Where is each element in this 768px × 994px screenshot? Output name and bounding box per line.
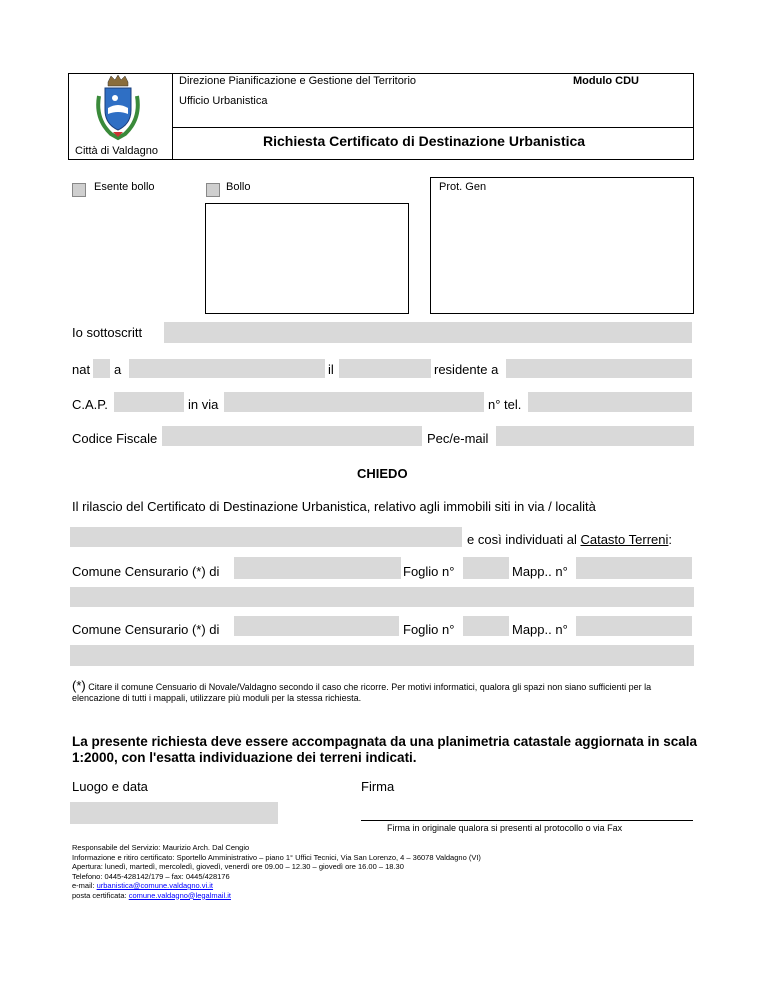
footer-info: Informazione e ritiro certificato: Sportello Amministrativo – piano 1° Uffici Tecnici, Via San Lorenzo, 4 – 36078 Valdagno (VI): [72, 852, 481, 862]
location-field[interactable]: [70, 527, 462, 547]
exempt-stamp-label: Esente bollo: [94, 181, 155, 193]
comune-label-1: Comune Censurario (*) di: [72, 564, 220, 579]
signature-line[interactable]: [361, 820, 693, 821]
identified-label: e così individuati al Catasto Terreni:: [467, 532, 673, 547]
catasto-link: Catasto Terreni: [580, 532, 669, 547]
birthplace-label: a: [114, 362, 122, 377]
city-label: Città di Valdagno: [75, 145, 158, 157]
page-title: Richiesta Certificato di Destinazione Urbanistica: [263, 133, 586, 149]
request-text: Il rilascio del Certificato di Destinazione Urbanistica, relativo agli immobili siti in via / località: [72, 499, 596, 514]
comune-field-2[interactable]: [234, 616, 399, 636]
stamp-label: Bollo: [226, 181, 251, 193]
resident-field[interactable]: [506, 359, 692, 378]
signer-field[interactable]: [164, 322, 692, 343]
header-divider-horizontal: [172, 127, 694, 128]
gender-suffix-field[interactable]: [93, 359, 110, 378]
cap-label: C.A.P.: [72, 397, 108, 412]
footer-phone: Telefono: 0445-428142/179 – fax: 0445/428176: [72, 871, 230, 881]
footnote-text: Citare il comune Censuario di Novale/Valdagno secondo il caso che ricorre. Per motivi informatici, qualora gli spazi non siano sufficienti per la elencazione di tutti i mappali, utilizzare più moduli per la stessa richiesta.: [72, 682, 652, 703]
foglio-label-1: Foglio n°: [403, 564, 455, 579]
street-label: in via: [188, 397, 219, 412]
foglio-field-2[interactable]: [463, 616, 509, 636]
cap-field[interactable]: [114, 392, 184, 412]
mapp-field-2[interactable]: [576, 616, 692, 636]
tax-code-label: Codice Fiscale: [72, 431, 158, 446]
module-label: Modulo CDU: [573, 75, 639, 87]
notice-text: La presente richiesta deve essere accompagnata da una planimetria catastale aggiornata in scala 1:2000, con l'esatta individuazione dei terreni indicati.: [72, 734, 698, 765]
direction-label: Direzione Pianificazione e Gestione del Territorio: [179, 75, 417, 87]
mapp-extra-field-2[interactable]: [70, 645, 694, 666]
foglio-field-1[interactable]: [463, 557, 509, 579]
tax-code-field[interactable]: [162, 426, 422, 446]
office-label: Ufficio Urbanistica: [179, 95, 268, 107]
place-date-label: Luogo e data: [72, 779, 148, 794]
comune-field-1[interactable]: [234, 557, 401, 579]
mapp-extra-field-1[interactable]: [70, 587, 694, 607]
email-link[interactable]: urbanistica@comune.valdagno.vi.it: [96, 881, 214, 890]
signature-label: Firma: [361, 779, 395, 794]
birthdate-field[interactable]: [339, 359, 431, 378]
pec-label: Pec/e-mail: [427, 431, 489, 446]
pec-link[interactable]: comune.valdagno@legalmail.it: [128, 890, 231, 900]
footer: [72, 843, 481, 900]
request-heading: CHIEDO: [357, 466, 408, 481]
footnote-mark: (*): [72, 678, 86, 693]
footer-hours: Apertura: lunedì, martedì, mercoledì, giovedì, venerdì ore 09.00 – 12.30 – giovedì ore 16.00 – 18.30: [72, 862, 404, 871]
signer-label: Io sottoscritt: [72, 325, 143, 340]
footnote: [72, 680, 696, 704]
mapp-label-2: Mapp.. n°: [512, 622, 568, 637]
exempt-stamp-checkbox[interactable]: [72, 183, 86, 197]
born-label: nat: [72, 362, 91, 377]
pec-field[interactable]: [496, 426, 694, 446]
stamp-box: [205, 203, 409, 314]
place-date-field[interactable]: [70, 802, 278, 824]
coat-of-arms-logo: [93, 74, 143, 142]
phone-label: n° tel.: [488, 397, 522, 412]
mapp-label-1: Mapp.. n°: [512, 564, 568, 579]
protocol-box: [430, 177, 694, 314]
protocol-label: Prot. Gen: [439, 181, 487, 193]
mapp-field-1[interactable]: [576, 557, 692, 579]
phone-field[interactable]: [528, 392, 692, 412]
comune-label-2: Comune Censurario (*) di: [72, 622, 220, 637]
resident-label: residente a: [434, 362, 499, 377]
footer-responsible: Responsabile del Servizio: Maurizio Arch. Dal Cengio: [72, 843, 250, 852]
birthdate-label: il: [328, 362, 334, 377]
signature-note: Firma in originale qualora si presenti al protocollo o via Fax: [387, 823, 623, 833]
street-field[interactable]: [224, 392, 484, 412]
footer-email-row: e-mail: urbanistica@comune.valdagno.vi.it: [72, 881, 214, 890]
header-divider-vertical: [172, 73, 173, 160]
stamp-checkbox[interactable]: [206, 183, 220, 197]
birthplace-field[interactable]: [129, 359, 325, 378]
footer-pec-row: posta certificata: comune.valdagno@legalmail.it: [72, 890, 231, 900]
foglio-label-2: Foglio n°: [403, 622, 455, 637]
